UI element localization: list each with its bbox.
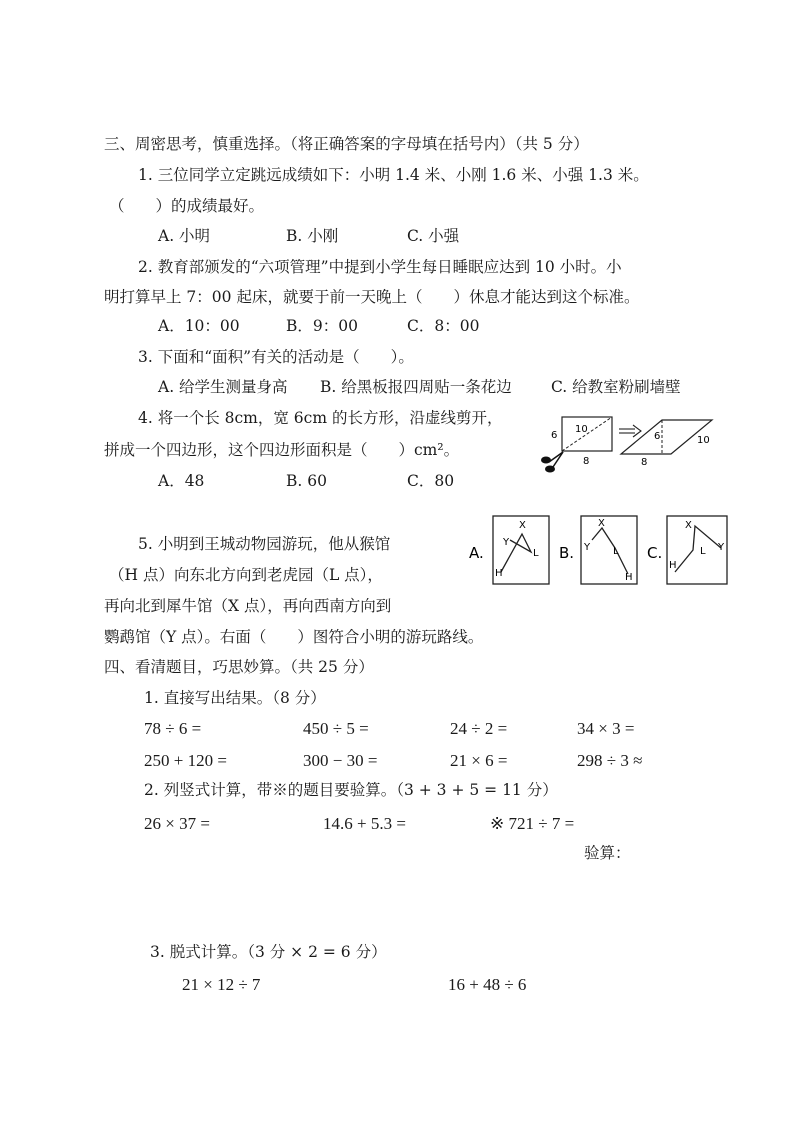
q5-c-y: Y xyxy=(718,542,725,553)
stepwise-calc-2: 16 + 48 ÷ 6 xyxy=(448,975,527,994)
q4-option-b: B. 60 xyxy=(286,472,327,490)
q5-c-x: X xyxy=(685,520,692,531)
q3-option-a: A. 给学生测量身高 xyxy=(158,378,288,396)
q5-b-x: X xyxy=(598,518,605,529)
q3-stem: 3. 下面和“面积”有关的活动是（ ）。 xyxy=(138,348,414,366)
q5-b-h: H xyxy=(625,572,633,583)
q4-stem-2: 拼成一个四边形，这个四边形面积是（ ）cm²。 xyxy=(104,441,460,459)
q5-option-c-route xyxy=(675,526,721,572)
q5-a-h: H xyxy=(495,568,503,579)
section4-heading: 四、看清题目，巧思妙算。（共 25 分） xyxy=(104,658,374,676)
q5-a-x: X xyxy=(519,520,526,531)
q2-option-c: C．8：00 xyxy=(407,317,480,335)
q1-option-b: B. 小刚 xyxy=(286,227,339,245)
q5-c-h: H xyxy=(669,560,677,571)
q3-option-b: B. 给黑板报四周贴一条花边 xyxy=(320,378,512,396)
p-height-label: 6 xyxy=(654,431,661,442)
section3-heading: 三、周密思考，慎重选择。（将正确答案的字母填在括号内）（共 5 分） xyxy=(104,135,589,153)
q5-stem-3: 再向北到犀牛馆（X 点），再向西南方向到 xyxy=(104,597,392,615)
arrow-right-icon xyxy=(619,425,641,437)
q5-stem-2: （H 点）向东北方向到老虎园（L 点）， xyxy=(109,566,383,584)
rect-diag-label: 10 xyxy=(575,424,588,435)
p-side-label: 10 xyxy=(697,435,710,446)
q2-option-a: A．10：00 xyxy=(158,317,240,335)
vertical-calc-1: 26 × 37 = xyxy=(144,814,210,833)
q2-option-b: B．9：00 xyxy=(286,317,358,335)
q2-stem: 2. 教育部颁发的“六项管理”中提到小学生每日睡眠应达到 10 小时。小 xyxy=(138,258,622,276)
q5-option-b-label: B. xyxy=(559,544,575,562)
rect-side-label: 6 xyxy=(551,430,558,441)
q1-option-c: C. 小强 xyxy=(407,227,460,245)
oral-calc-8: 298 ÷ 3 ≈ xyxy=(577,751,643,770)
p-bottom-label: 8 xyxy=(641,457,648,468)
q5-stem: 5. 小明到王城动物园游玩，他从猴馆 xyxy=(138,535,391,553)
oral-calc-6: 300 − 30 = xyxy=(303,751,378,770)
oral-calc-4: 34 × 3 = xyxy=(577,719,635,738)
q4-stem: 4. 将一个长 8cm，宽 6cm 的长方形，沿虚线剪开， xyxy=(138,409,503,427)
q1-stem-2: （ ）的成绩最好。 xyxy=(109,197,265,215)
q3-option-c: C. 给教室粉刷墙壁 xyxy=(551,378,681,396)
rect-bottom-label: 8 xyxy=(583,456,590,467)
vertical-calc-2: 14.6 + 5.3 = xyxy=(323,814,406,833)
q5-option-b-route xyxy=(592,528,628,574)
oral-calc-3: 24 ÷ 2 = xyxy=(450,719,508,738)
oral-calc-2: 450 ÷ 5 = xyxy=(303,719,369,738)
part1-title: 1. 直接写出结果。（8 分） xyxy=(144,689,326,707)
q5-a-y: Y xyxy=(503,537,510,548)
q5-option-a-label: A. xyxy=(469,544,484,562)
q4-figure xyxy=(535,412,715,476)
oral-calc-7: 21 × 6 = xyxy=(450,751,508,770)
vertical-calc-3: ※ 721 ÷ 7 = xyxy=(490,814,575,833)
q5-c-l: L xyxy=(700,546,706,557)
q1-option-a: A. 小明 xyxy=(158,227,211,245)
q1-stem: 1. 三位同学立定跳远成绩如下：小明 1.4 米、小刚 1.6 米、小强 1.3 米。 xyxy=(138,166,649,184)
part3-title: 3. 脱式计算。（3 分 × 2 = 6 分） xyxy=(150,943,387,961)
oral-calc-1: 78 ÷ 6 = xyxy=(144,719,202,738)
q2-stem-2: 明打算早上 7：00 起床，就要于前一天晚上（ ）休息才能达到这个标准。 xyxy=(104,288,640,306)
q5-a-l: L xyxy=(533,548,539,559)
q5-stem-4: 鹦鹉馆（Y 点）。右面（ ）图符合小明的游玩路线。 xyxy=(104,628,484,646)
scissors-icon xyxy=(541,452,563,473)
oral-calc-5: 250 + 120 = xyxy=(144,751,227,770)
q5-b-l: L xyxy=(613,546,619,557)
q5-option-c-label: C. xyxy=(647,544,663,562)
q4-option-a: A．48 xyxy=(158,472,205,490)
q5-options xyxy=(465,512,735,588)
part2-title: 2. 列竖式计算，带※的题目要验算。（3 + 3 + 5 = 11 分） xyxy=(144,781,558,799)
stepwise-calc-1: 21 × 12 ÷ 7 xyxy=(182,975,261,994)
check-label: 验算： xyxy=(584,844,631,862)
q5-b-y: Y xyxy=(584,542,591,553)
q4-option-c: C．80 xyxy=(407,472,455,490)
